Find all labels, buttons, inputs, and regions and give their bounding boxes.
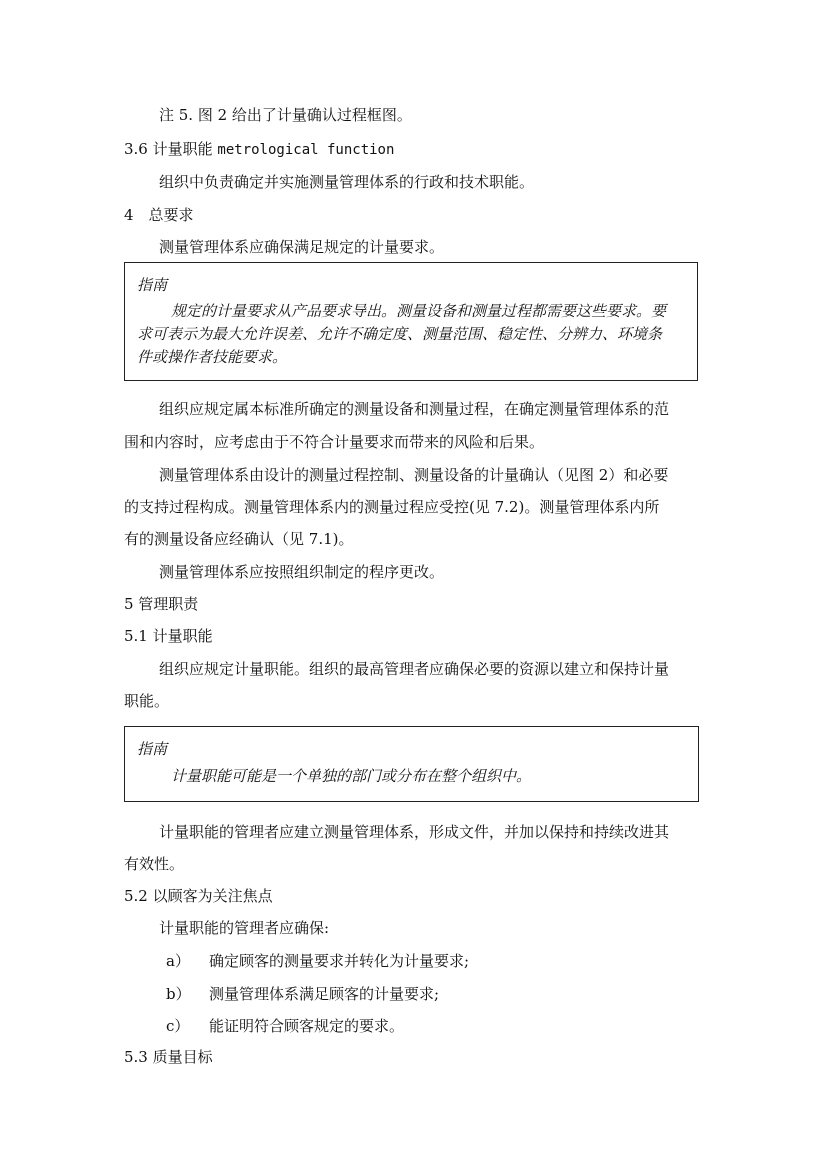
section-4-paragraph-3-line-3: 有的测量设备应经确认（见 7.1)。	[124, 530, 354, 548]
section-3-6-english-term: metrological function	[217, 142, 395, 158]
list-item-c-marker: c）	[166, 1017, 190, 1035]
section-5-2-heading: 5.2 以顾客为关注焦点	[124, 887, 273, 905]
section-4-paragraph-2-line-2: 围和内容时，应考虑由于不符合计量要求而带来的风险和后果。	[124, 433, 545, 451]
section-5-3-heading: 5.3 质量目标	[124, 1048, 213, 1066]
section-5-1-paragraph-1-line-1: 组织应规定计量职能。组织的最高管理者应确保必要的资源以建立和保持计量	[159, 660, 670, 678]
guide-box-2	[124, 726, 699, 802]
note-5: 注 5. 图 2 给出了计量确认过程框图。	[159, 106, 412, 124]
guide-box-1-line-1: 规定的计量要求从产品要求导出。测量设备和测量过程都需要这些要求。要	[171, 302, 667, 320]
section-5-1-paragraph-2-line-2: 有效性。	[124, 855, 185, 873]
section-5-2-intro: 计量职能的管理者应确保:	[159, 919, 330, 937]
list-item-a-marker: a）	[166, 952, 190, 970]
section-5-heading: 5 管理职责	[124, 595, 199, 613]
section-4-paragraph-3-line-2: 的支持过程构成。测量管理体系内的测量过程应受控(见 7.2)。测量管理体系内所	[124, 498, 660, 516]
list-item-b-marker: b）	[166, 985, 191, 1003]
section-4-heading: 4 总要求	[124, 206, 194, 224]
guide-box-1	[124, 262, 698, 381]
guide-box-2-title: 指南	[137, 740, 168, 758]
guide-box-2-line-1: 计量职能可能是一个单独的部门或分布在整个组织中。	[171, 767, 532, 785]
guide-box-1-line-3: 件或操作者技能要求。	[137, 348, 288, 366]
section-3-6-title: 3.6 计量职能	[124, 140, 213, 158]
section-5-1-paragraph-2-line-1: 计量职能的管理者应建立测量管理体系，形成文件，并加以保持和持续改进其	[159, 823, 670, 841]
section-4-paragraph-3-line-1: 测量管理体系由设计的测量过程控制、测量设备的计量确认（见图 2）和必要	[159, 466, 669, 484]
guide-box-1-title: 指南	[137, 276, 168, 294]
section-4-paragraph-2-line-1: 组织应规定属本标准所确定的测量设备和测量过程，在确定测量管理体系的范	[159, 400, 670, 418]
list-item-a-text: 确定顾客的测量要求并转化为计量要求;	[209, 952, 470, 970]
guide-box-1-line-2: 求可表示为最大允许误差、允许不确定度、测量范围、稳定性、分辨力、环境条	[137, 325, 663, 343]
section-4-paragraph-1: 测量管理体系应确保满足规定的计量要求。	[159, 238, 445, 256]
section-4-paragraph-4: 测量管理体系应按照组织制定的程序更改。	[159, 563, 445, 581]
section-5-1-heading: 5.1 计量职能	[124, 627, 213, 645]
section-5-1-paragraph-1-line-2: 职能。	[124, 692, 170, 710]
section-3-6-heading	[124, 139, 394, 160]
list-item-b-text: 测量管理体系满足顾客的计量要求;	[209, 985, 440, 1003]
list-item-c-text: 能证明符合顾客规定的要求。	[209, 1017, 405, 1035]
section-3-6-definition: 组织中负责确定并实施测量管理体系的行政和技术职能。	[159, 173, 535, 191]
